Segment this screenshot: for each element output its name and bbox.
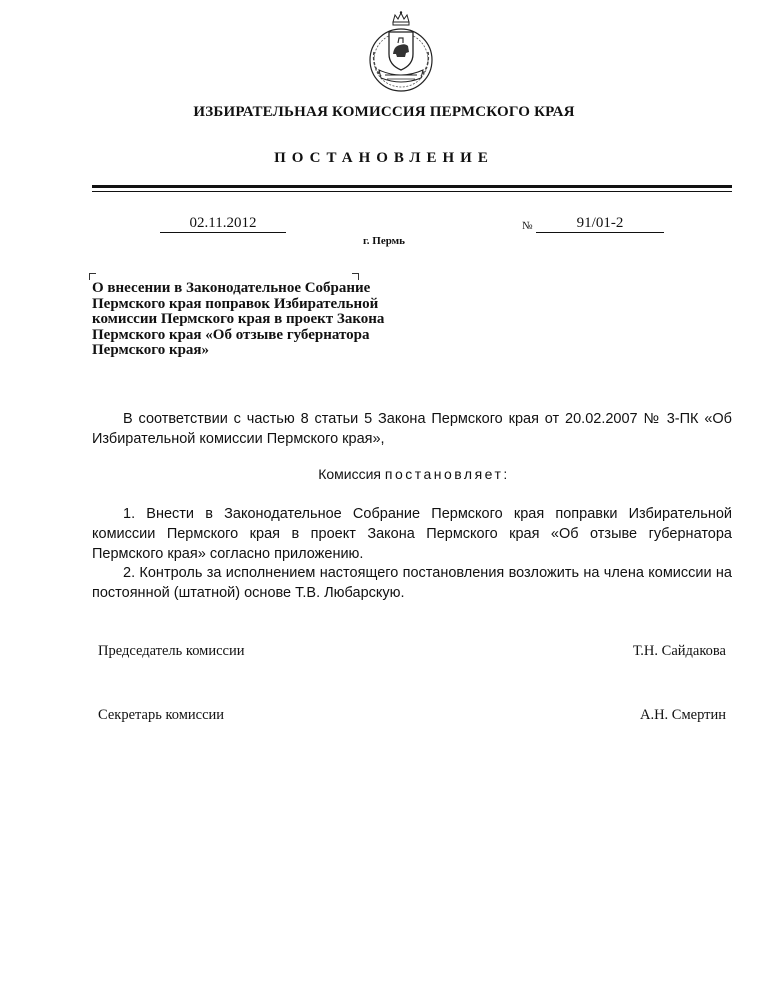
resolution-item-1: 1. Внести в Законодательное Собрание Пермского края поправки Избирательной комиссии Пермского края в проект Закона Пермского края «Об отзыве губернатора Пермского края» согласно приложению. [92,506,732,562]
legal-basis-paragraph: В соответствии с частью 8 статьи 5 Закона Пермского края от 20.02.2007 № 3-ПК «Об Избирательной комиссии Пермского края», [92,411,732,447]
resolves-line [0,466,768,482]
document-subject: О внесении в Законодательное Собрание Пермского края поправок Избирательной комиссии Пермского края в проект Закона Пермского края «Об отзыве губернатора Пермского края» [92,280,385,358]
resolution-item-2: 2. Контроль за исполнением настоящего постановления возложить на члена комиссии на постоянной (штатной) основе Т.В. Любарскую. [92,565,732,601]
resolves-word: постановляет: [384,466,510,482]
header-rule-thin [92,191,732,192]
signature-title-chairman: Председатель комиссии [98,643,245,659]
signature-name-secretary: А.Н. Смертин [639,707,726,723]
perm-krai-election-commission-emblem-icon [363,10,439,94]
header-rule-thick [92,185,732,188]
resolves-prefix: Комиссия [318,466,381,482]
signature-name-chairman: Т.Н. Сайдакова [632,643,726,659]
document-number: 91/01-2 [536,214,664,233]
document-city: г. Пермь [363,235,405,247]
subject-corner-left [89,273,96,280]
organization-name: ИЗБИРАТЕЛЬНАЯ КОМИССИЯ ПЕРМСКОГО КРАЯ [193,104,575,120]
document-type: ПОСТАНОВЛЕНИЕ [274,150,494,166]
document-date: 02.11.2012 [160,214,286,233]
subject-corner-right [352,273,359,280]
number-sign: № [522,220,533,232]
signature-title-secretary: Секретарь комиссии [98,707,225,723]
